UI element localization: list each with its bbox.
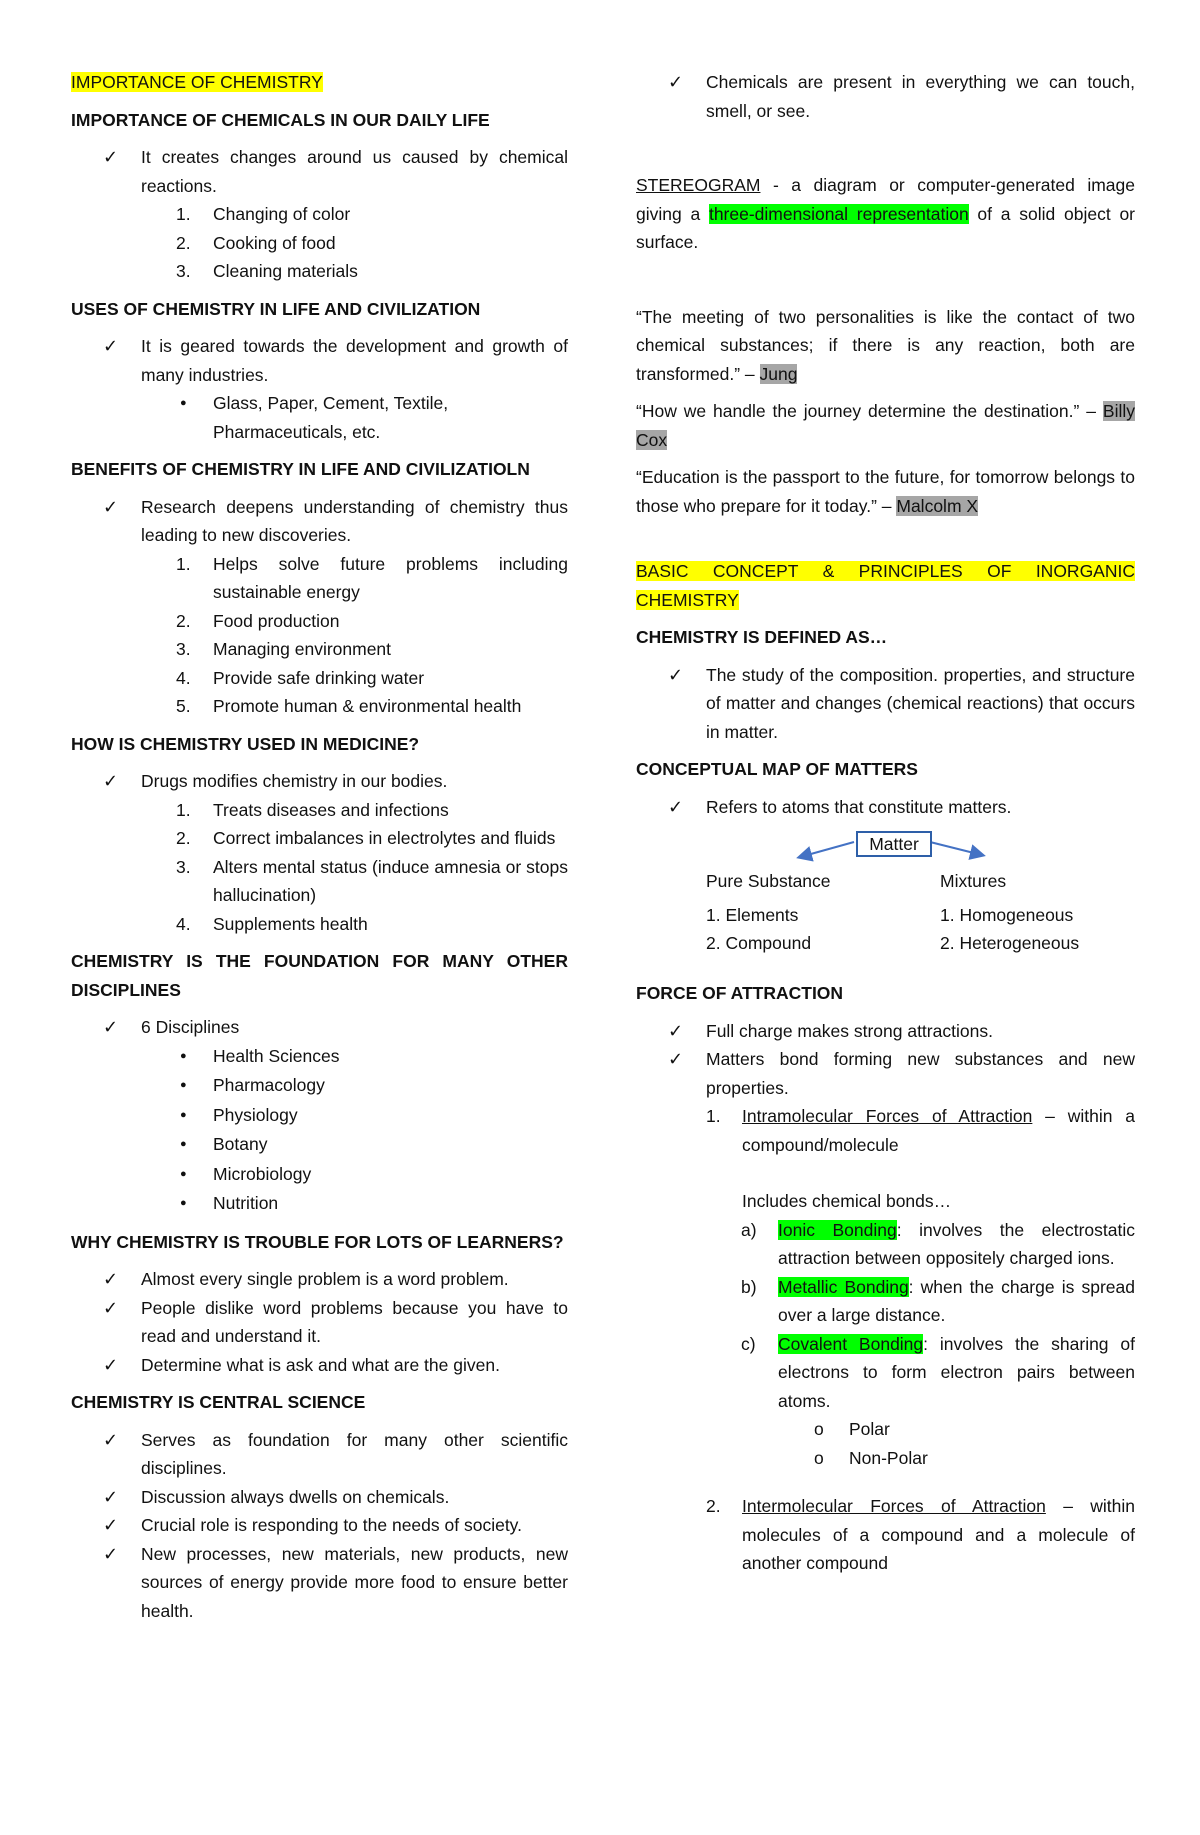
list-item: 3. Alters mental status (induce amnesia or stops hallucination) bbox=[176, 856, 568, 905]
list-item: 4. Provide safe drinking water bbox=[176, 667, 425, 688]
quote-author: Malcolm X bbox=[896, 495, 979, 516]
heading-foundation: CHEMISTRY IS THE FOUNDATION FOR MANY OTHER DISCIPLINES bbox=[71, 951, 568, 1000]
list-item: ● Microbiology bbox=[71, 1160, 568, 1190]
heading-central-science: CHEMISTRY IS CENTRAL SCIENCE bbox=[71, 1392, 366, 1412]
list-item: o Non-Polar bbox=[636, 1444, 1135, 1473]
check-item: ✓ The study of the composition. properties, and structure of matter and changes (chemical reactions) that occurs in matter. bbox=[636, 661, 1135, 747]
list-item: c) Covalent Bonding: involves the sharing of electrons to form electron pairs between atoms. bbox=[741, 1333, 1135, 1411]
list-item: 3. Cleaning materials bbox=[176, 261, 358, 281]
check-item: ✓ Drugs modifies chemistry in our bodies. bbox=[71, 767, 568, 796]
definition-highlight: three-dimensional representation bbox=[708, 203, 969, 224]
list-item: ● Pharmacology bbox=[71, 1071, 568, 1101]
check-list bbox=[71, 1426, 568, 1626]
heading-conceptual-map: CONCEPTUAL MAP OF MATTERS bbox=[636, 759, 918, 779]
heading-benefits: BENEFITS OF CHEMISTRY IN LIFE AND CIVILIZATIOLN bbox=[71, 459, 530, 479]
quote-author: Billy Cox bbox=[636, 401, 1135, 450]
list-item: ● Physiology bbox=[71, 1101, 568, 1131]
stereogram-definition: STEREOGRAM - a diagram or computer-generated image giving a three-dimensional representation of a solid object or surface. bbox=[636, 175, 1135, 252]
list-item: 2. Food production bbox=[176, 610, 340, 631]
heading-daily-life: IMPORTANCE OF CHEMICALS IN OUR DAILY LIFE bbox=[71, 109, 490, 130]
includes-text: Includes chemical bonds… bbox=[742, 1191, 952, 1211]
map-item: 1. Elements bbox=[706, 905, 799, 925]
bullet-list bbox=[71, 389, 568, 446]
check-item: ✓ Determine what is ask and what are the given. bbox=[71, 1351, 568, 1380]
check-item: ✓ It creates changes around us caused by chemical reactions. bbox=[71, 143, 568, 200]
check-item: ✓ Research deepens understanding of chemistry thus leading to new discoveries. bbox=[71, 493, 568, 550]
list-item: ● Health Sciences bbox=[71, 1042, 568, 1072]
check-item: ✓ Refers to atoms that constitute matters. bbox=[636, 793, 1135, 822]
list-item: 1. Treats diseases and infections bbox=[176, 799, 449, 820]
bond-highlight: Metallic Bonding bbox=[778, 1276, 909, 1297]
mixtures-label: Mixtures bbox=[940, 871, 1007, 891]
list-item: 3. Managing environment bbox=[176, 639, 392, 659]
bond-highlight: Covalent Bonding bbox=[778, 1333, 924, 1354]
check-list bbox=[71, 143, 568, 200]
numbered-list bbox=[71, 550, 568, 721]
intermolecular-title: Intermolecular Forces of Attraction bbox=[742, 1496, 1046, 1516]
heading-uses: USES OF CHEMISTRY IN LIFE AND CIVILIZATION bbox=[71, 298, 481, 319]
list-item: a) Ionic Bonding: involves the electrostatic attraction between oppositely charged ions. bbox=[741, 1219, 1135, 1268]
check-item: ✓ 6 Disciplines bbox=[71, 1013, 568, 1042]
right-column bbox=[636, 68, 1135, 1578]
check-item: ✓ Chemicals are present in everything we can touch, smell, or see. bbox=[636, 68, 1135, 125]
list-item: 1. Helps solve future problems including sustainable energy bbox=[176, 553, 568, 602]
list-item: 2. Cooking of food bbox=[176, 232, 336, 253]
check-list bbox=[636, 1017, 1135, 1103]
stereogram-term: STEREOGRAM bbox=[636, 175, 761, 195]
check-list bbox=[71, 332, 568, 389]
section-title-inorganic: BASIC CONCEPT & PRINCIPLES OF INORGANIC CHEMISTRY bbox=[636, 561, 1135, 610]
arrow-right bbox=[930, 842, 982, 855]
quote-jung: “The meeting of two personalities is like the contact of two chemical substances; if there is any reaction, both are transformed.” – Jung bbox=[636, 306, 1135, 384]
quote-author: Jung bbox=[759, 363, 798, 384]
pure-substance-label: Pure Substance bbox=[706, 871, 831, 891]
check-item: ✓ Crucial role is responding to the needs of society. bbox=[71, 1511, 568, 1540]
heading-force: FORCE OF ATTRACTION bbox=[636, 983, 844, 1003]
list-item: b) Metallic Bonding: when the charge is spread over a large distance. bbox=[741, 1276, 1135, 1325]
check-item: ✓ Serves as foundation for many other scientific disciplines. bbox=[71, 1426, 568, 1483]
check-list bbox=[636, 661, 1135, 747]
list-item: 4. Supplements health bbox=[176, 913, 368, 934]
check-item: ✓ Discussion always dwells on chemicals. bbox=[71, 1483, 568, 1512]
check-item: ✓ People dislike word problems because you have to read and understand it. bbox=[71, 1294, 568, 1351]
numbered-list bbox=[71, 200, 568, 286]
heading-medicine: HOW IS CHEMISTRY USED IN MEDICINE? bbox=[71, 733, 420, 754]
numbered-list bbox=[636, 1102, 1135, 1159]
map-item: 2. Heterogeneous bbox=[940, 933, 1080, 953]
arrow-left bbox=[800, 842, 854, 857]
heading-defined-as: CHEMISTRY IS DEFINED AS… bbox=[636, 627, 888, 647]
quote-malcolm-x: “Education is the passport to the future, for tomorrow belongs to those who prepare for it today.” – Malcolm X bbox=[636, 467, 1135, 516]
list-item: 1. Changing of color bbox=[176, 204, 351, 224]
matter-node: Matter bbox=[856, 831, 932, 857]
check-list bbox=[636, 793, 1135, 822]
numbered-list bbox=[71, 796, 568, 939]
list-item: ● Botany bbox=[71, 1130, 568, 1160]
check-list bbox=[71, 493, 568, 550]
matter-concept-map bbox=[636, 829, 1135, 979]
check-item: ✓ New processes, new materials, new products, new sources of energy provide more food to ensure better health. bbox=[71, 1540, 568, 1626]
list-item: o Polar bbox=[636, 1415, 1135, 1444]
list-item: ● Glass, Paper, Cement, Textile, Pharmaceuticals, etc. bbox=[71, 389, 568, 446]
check-item: ✓ Full charge makes strong attractions. bbox=[636, 1017, 1135, 1046]
list-item: 5. Promote human & environmental health bbox=[176, 696, 522, 716]
check-item: ✓ Almost every single problem is a word problem. bbox=[71, 1265, 568, 1294]
covalent-type-list bbox=[636, 1415, 1135, 1472]
check-item: ✓ Matters bond forming new substances and new properties. bbox=[636, 1045, 1135, 1102]
bullet-list bbox=[71, 1042, 568, 1219]
check-list bbox=[636, 68, 1135, 125]
list-item: 2. Correct imbalances in electrolytes and fluids bbox=[176, 828, 556, 848]
check-list bbox=[71, 1265, 568, 1379]
list-item: ● Nutrition bbox=[71, 1189, 568, 1219]
check-list bbox=[71, 1013, 568, 1042]
title-highlight: IMPORTANCE OF CHEMISTRY bbox=[71, 72, 323, 92]
bond-highlight: Ionic Bonding bbox=[778, 1219, 897, 1240]
map-item: 2. Compound bbox=[706, 933, 812, 953]
list-item: 2. Intermolecular Forces of Attraction – within molecules of a compound and a molecule of another compound bbox=[706, 1496, 1136, 1573]
numbered-list bbox=[636, 1492, 1135, 1578]
map-item: 1. Homogeneous bbox=[940, 905, 1074, 925]
intramolecular-title: Intramolecular Forces of Attraction bbox=[742, 1106, 1033, 1126]
left-column bbox=[71, 68, 568, 1625]
list-item: 1. Intramolecular Forces of Attraction – within a compound/molecule bbox=[706, 1106, 1136, 1155]
check-item: ✓ It is geared towards the development and growth of many industries. bbox=[71, 332, 568, 389]
page-title bbox=[71, 68, 568, 97]
check-list bbox=[71, 767, 568, 796]
heading-trouble: WHY CHEMISTRY IS TROUBLE FOR LOTS OF LEARNERS? bbox=[71, 1231, 564, 1252]
quote-billy-cox: “How we handle the journey determine the destination.” – Billy Cox bbox=[636, 401, 1135, 450]
bond-list bbox=[636, 1216, 1135, 1416]
